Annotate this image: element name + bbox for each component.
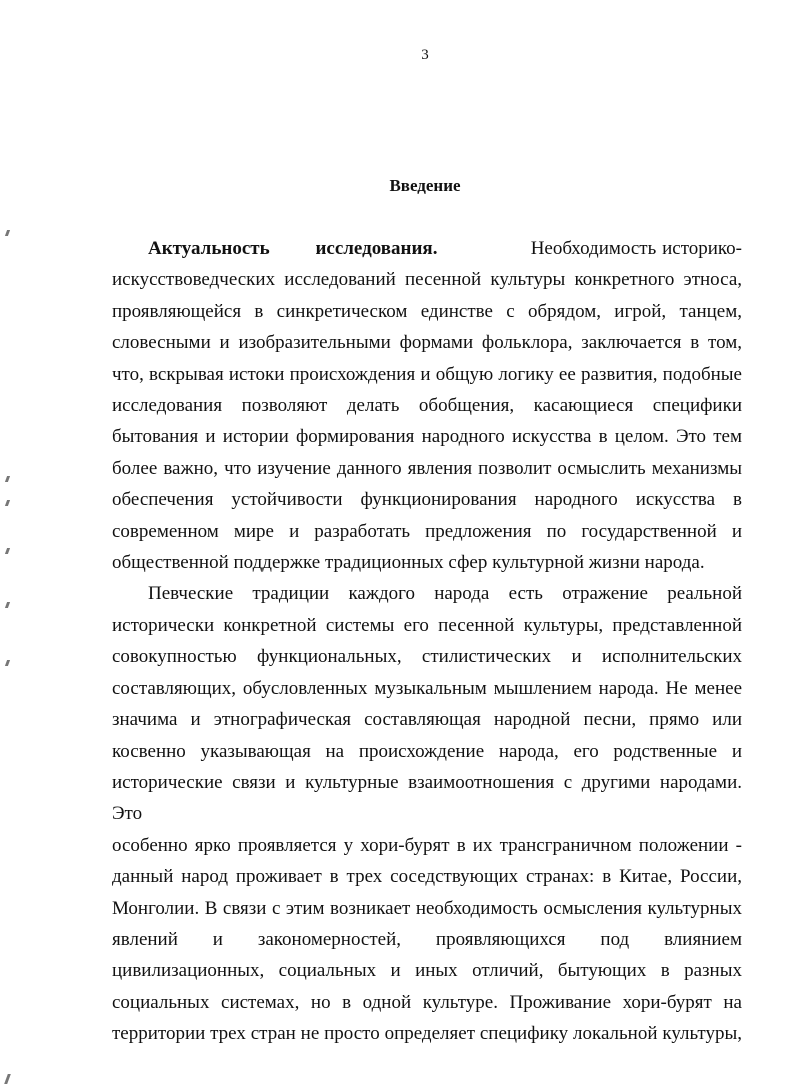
- paragraph-relevance: [112, 233, 742, 578]
- text-line: обеспечения устойчивости функционирования народного искусства в: [112, 489, 742, 511]
- scan-artifact: [5, 548, 10, 554]
- text-line: что, вскрывая истоки происхождения и общую логику ее развития, подобные: [112, 363, 742, 385]
- text-line: Актуальность исследования. Необходимость историко-: [148, 238, 743, 259]
- scan-artifact: [4, 1074, 11, 1084]
- scan-artifact: [5, 660, 10, 666]
- text-line: составляющих, обусловленных музыкальным мышлением народа. Не менее: [112, 677, 742, 699]
- text-line: совокупностью функциональных, стилистических и исполнительских: [112, 646, 742, 668]
- text-line: территории трех стран не просто определяет специфику локальной культуры,: [112, 1023, 742, 1045]
- text-line: бытования и истории формирования народного искусства в целом. Это тем: [112, 426, 742, 448]
- text-line: искусствоведческих исследований песенной культуры конкретного этноса,: [112, 269, 742, 291]
- scan-artifact: [5, 476, 10, 482]
- text-line: Певческие традиции каждого народа есть отражение реальной: [148, 583, 742, 605]
- text-line: социальных системах, но в одной культуре. Проживание хори-бурят на: [112, 991, 742, 1013]
- body-text: [112, 233, 742, 1050]
- paragraph-singing-traditions: [112, 578, 742, 1049]
- scan-artifact: [5, 602, 10, 608]
- text-line: данный народ проживает в трех соседствующих странах: в Китае, России,: [112, 866, 742, 888]
- text-line: словесными и изобразительными формами фольклора, заключается в том,: [112, 332, 742, 354]
- scan-artifact: [5, 500, 10, 506]
- text-line: значима и этнографическая составляющая народной песни, прямо или: [112, 709, 742, 731]
- page-number: 3: [421, 47, 429, 63]
- text-line: современном мире и разработать предложения по государственной и: [112, 520, 742, 542]
- text-line: особенно ярко проявляется у хори-бурят в их трансграничном положении -: [112, 834, 742, 856]
- text-line: исторические связи и культурные взаимоотношения с другими народами. Это: [112, 771, 742, 825]
- paragraph-lead: Актуальность исследования.: [148, 238, 438, 259]
- text-line: проявляющейся в синкретическом единстве с обрядом, игрой, танцем,: [112, 300, 742, 322]
- text-line: общественной поддержке традиционных сфер культурной жизни народа.: [112, 552, 705, 574]
- text-line: исследования позволяют делать обобщения, касающиеся специфики: [112, 395, 742, 417]
- text-line: косвенно указывающая на происхождение народа, его родственные и: [112, 740, 742, 762]
- text-line: цивилизационных, социальных и иных отличий, бытующих в разных: [112, 960, 742, 982]
- section-heading: Введение: [389, 176, 461, 195]
- scan-artifact: [5, 230, 10, 236]
- text-line: явлений и закономерностей, проявляющихся под влиянием: [112, 928, 742, 950]
- text-line: Монголии. В связи с этим возникает необходимость осмысления культурных: [112, 897, 742, 919]
- text-line: исторически конкретной системы его песенной культуры, представленной: [112, 614, 742, 636]
- text-line: более важно, что изучение данного явления позволит осмыслить механизмы: [112, 457, 742, 479]
